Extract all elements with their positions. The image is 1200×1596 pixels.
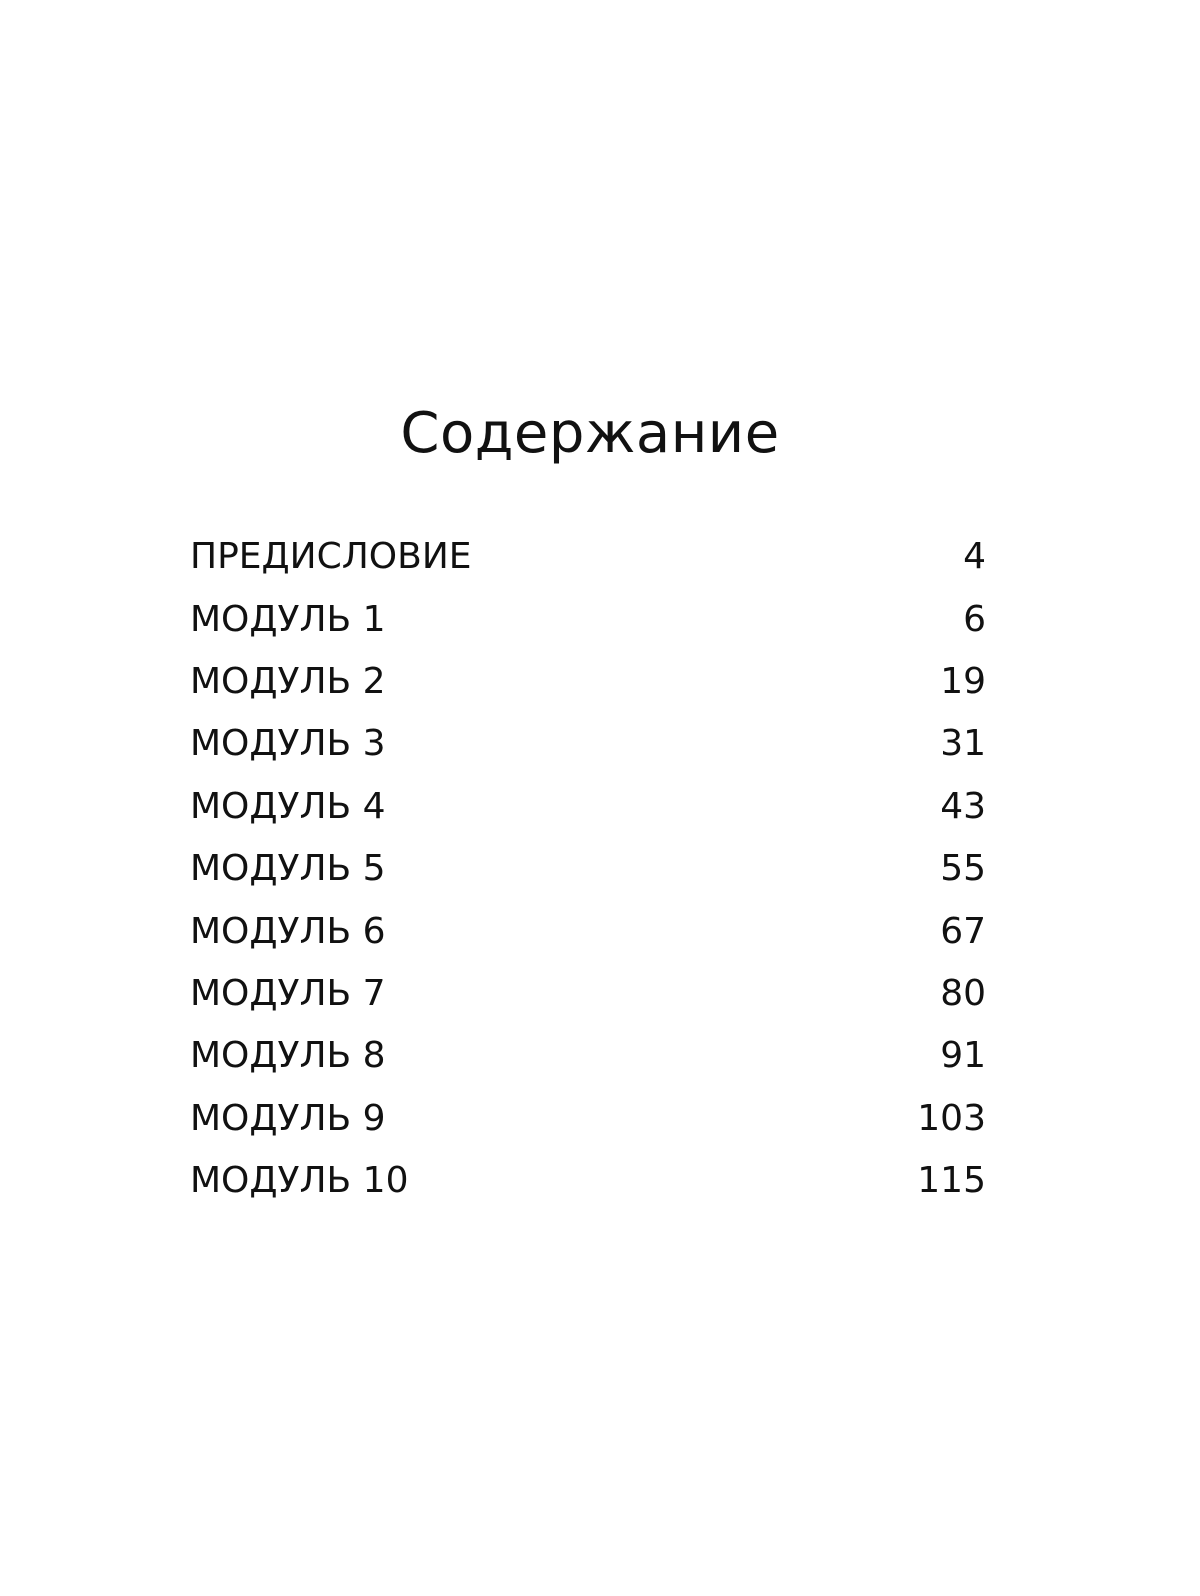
toc-entry-label: МОДУЛЬ 7: [190, 972, 386, 1014]
toc-entry-page-number: 55: [940, 848, 986, 890]
toc-entry-module-8[interactable]: [190, 1025, 986, 1087]
toc-entry-module-10[interactable]: [190, 1150, 986, 1212]
toc-entry-label: МОДУЛЬ 4: [190, 785, 386, 827]
toc-entry-label: МОДУЛЬ 9: [190, 1097, 386, 1139]
toc-entry-module-2[interactable]: [190, 651, 986, 713]
toc-entry-label: МОДУЛЬ 6: [190, 910, 386, 952]
toc-entry-page-number: 103: [917, 1097, 986, 1139]
toc-entry-page-number: 43: [940, 785, 986, 827]
toc-entry-label: МОДУЛЬ 5: [190, 848, 386, 890]
toc-entry-label: МОДУЛЬ 10: [190, 1160, 409, 1202]
toc-entry-page-number: 6: [963, 598, 986, 640]
toc-entry-label: МОДУЛЬ 1: [190, 598, 386, 640]
toc-entry-module-5[interactable]: [190, 838, 986, 900]
toc-entry-page-number: 4: [963, 536, 986, 578]
toc-entry-page-number: 67: [940, 910, 986, 952]
toc-entry-page-number: 91: [940, 1035, 986, 1077]
toc-entry-page-number: 31: [940, 723, 986, 765]
toc-entry-page-number: 115: [917, 1160, 986, 1202]
toc-entry-module-6[interactable]: [190, 900, 986, 962]
toc-entry-module-7[interactable]: [190, 963, 986, 1025]
table-of-contents: [190, 526, 986, 1212]
toc-entry-label: МОДУЛЬ 3: [190, 723, 386, 765]
toc-entry-module-4[interactable]: [190, 776, 986, 838]
toc-entry-label: МОДУЛЬ 2: [190, 660, 386, 702]
toc-entry-module-3[interactable]: [190, 713, 986, 775]
toc-entry-label: МОДУЛЬ 8: [190, 1035, 386, 1077]
toc-entry-preface[interactable]: [190, 526, 986, 588]
page-title: Содержание: [400, 401, 780, 466]
toc-entry-module-1[interactable]: [190, 588, 986, 650]
toc-entry-page-number: 19: [940, 660, 986, 702]
toc-entry-label: ПРЕДИСЛОВИЕ: [190, 536, 472, 578]
toc-entry-module-9[interactable]: [190, 1088, 986, 1150]
toc-entry-page-number: 80: [940, 972, 986, 1014]
